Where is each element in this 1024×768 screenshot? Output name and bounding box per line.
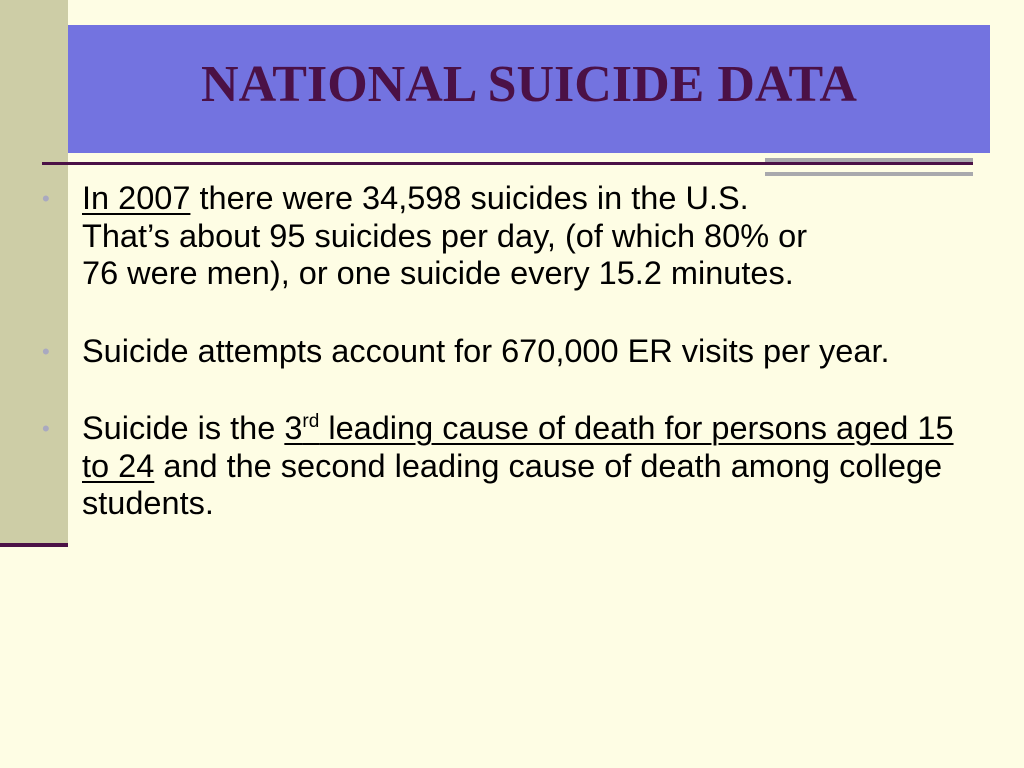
bullet-text: 76 were men), or one suicide every 15.2 minutes. (82, 255, 794, 291)
bullet-text: That’s about 95 suicides per day, (of which 80% or (82, 217, 808, 254)
slide-title: NATIONAL SUICIDE DATA (201, 55, 857, 113)
bullet-dot-icon: • (42, 416, 50, 441)
bullet-text: Suicide is the (82, 410, 285, 446)
title-banner (68, 25, 990, 153)
gray-rule-bottom (765, 172, 973, 176)
bullet-item-leading-cause (42, 410, 987, 523)
title-underline-rule (42, 162, 973, 165)
year-link[interactable]: In 2007 (82, 180, 191, 216)
rank-number: 3 (284, 410, 303, 446)
bullet-text: Suicide attempts account for 670,000 ER visits per year. (82, 332, 890, 369)
bullet-text: and the second leading cause of death among college students. (82, 447, 943, 521)
bullet-dot-icon: • (42, 186, 50, 211)
bullet-dot-icon: • (42, 338, 50, 364)
leading-cause-text: leading cause of death for persons aged 15 to 24 (82, 410, 954, 484)
bullet-item-statistics (42, 180, 987, 293)
bullet-text: there were 34,598 suicides in the U.S. (190, 180, 749, 216)
bullet-list (42, 180, 987, 563)
rank-suffix: rd (302, 411, 320, 433)
bullet-item-attempts (42, 333, 987, 371)
